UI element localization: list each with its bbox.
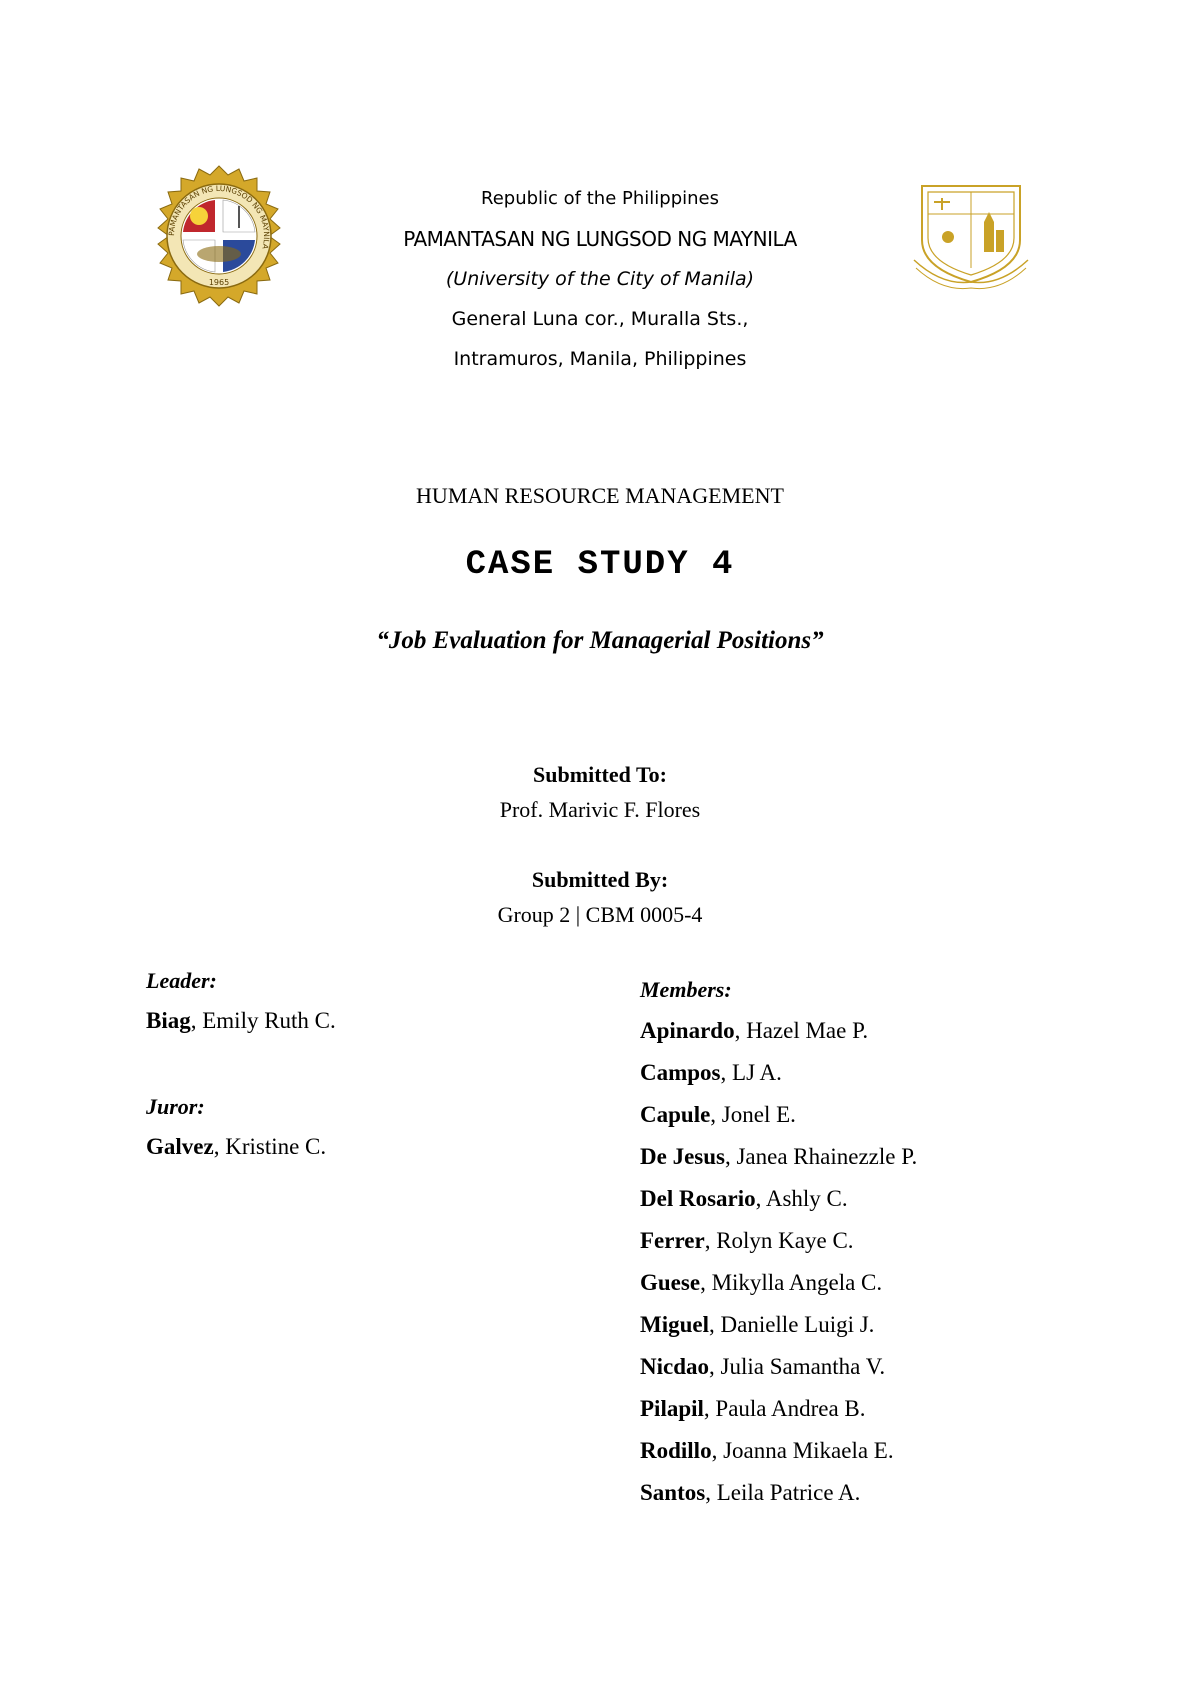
member-surname: Ferrer	[640, 1228, 705, 1253]
member-given: , Ashly C.	[755, 1186, 848, 1211]
member-given: , Mikylla Angela C.	[700, 1270, 883, 1295]
svg-text:PAMANTASAN NG LUNGSOD NG MAYNI: PAMANTASAN NG LUNGSOD NG MAYNILA	[166, 183, 272, 251]
list-item	[640, 1438, 917, 1480]
group-info: Group 2 | CBM 0005-4	[497, 902, 703, 927]
member-surname: Santos	[640, 1480, 706, 1505]
leader-surname: Biag	[146, 1008, 191, 1033]
member-given: , Danielle Luigi J.	[709, 1312, 875, 1337]
professor-name: Prof. Marivic F. Flores	[499, 797, 701, 822]
list-item	[640, 1354, 917, 1396]
address-line-1: General Luna cor., Muralla Sts.,	[451, 308, 749, 330]
list-item	[640, 1018, 917, 1060]
case-study-subtitle: “Job Evaluation for Managerial Positions”	[376, 627, 824, 654]
list-item	[640, 1480, 917, 1522]
member-given: , Hazel Mae P.	[734, 1018, 869, 1043]
member-given: , LJ A.	[720, 1060, 782, 1085]
course-name: HUMAN RESOURCE MANAGEMENT	[416, 483, 784, 508]
member-given: , Joanna Mikaela E.	[711, 1438, 894, 1463]
svg-text:1965: 1965	[208, 278, 230, 287]
address-line-2: Intramuros, Manila, Philippines	[453, 348, 747, 370]
list-item	[640, 1186, 917, 1228]
member-surname: De Jesus	[640, 1144, 725, 1169]
members-list	[640, 1018, 917, 1522]
member-surname: Capule	[640, 1102, 711, 1127]
member-given: , Rolyn Kaye C.	[704, 1228, 854, 1253]
member-given: , Janea Rhainezzle P.	[724, 1144, 918, 1169]
submitted-to-label: Submitted To:	[533, 762, 667, 787]
university-english-name: (University of the City of Manila)	[445, 268, 755, 290]
member-given: , Julia Samantha V.	[709, 1354, 886, 1379]
list-item	[640, 1228, 917, 1270]
leader-given: , Emily Ruth C.	[190, 1008, 336, 1033]
leader-label: Leader:	[146, 968, 217, 993]
juror-label: Juror:	[146, 1094, 205, 1119]
members-label: Members:	[640, 977, 732, 1002]
list-item	[640, 1270, 917, 1312]
list-item	[640, 1144, 917, 1186]
university-name: PAMANTASAN NG LUNGSOD NG MAYNILA	[403, 227, 797, 251]
juror-name	[146, 1134, 326, 1160]
member-surname: Campos	[640, 1060, 721, 1085]
member-given: , Jonel E.	[710, 1102, 796, 1127]
list-item	[640, 1312, 917, 1354]
list-item	[640, 1060, 917, 1102]
juror-given: , Kristine C.	[213, 1134, 327, 1159]
member-surname: Rodillo	[640, 1438, 712, 1463]
member-given: , Paula Andrea B.	[703, 1396, 866, 1421]
case-study-title: CASE STUDY 4	[465, 546, 735, 584]
submitted-by-label: Submitted By:	[531, 867, 669, 892]
list-item	[640, 1396, 917, 1438]
member-surname: Pilapil	[640, 1396, 704, 1421]
member-surname: Guese	[640, 1270, 701, 1295]
member-given: , Leila Patrice A.	[705, 1480, 861, 1505]
member-surname: Apinardo	[640, 1018, 735, 1043]
leader-name	[146, 1008, 336, 1034]
republic-text: Republic of the Philippines	[481, 188, 719, 209]
member-surname: Miguel	[640, 1312, 709, 1337]
list-item	[640, 1102, 917, 1144]
juror-surname: Galvez	[146, 1134, 214, 1159]
member-surname: Nicdao	[640, 1354, 709, 1379]
member-surname: Del Rosario	[640, 1186, 756, 1211]
